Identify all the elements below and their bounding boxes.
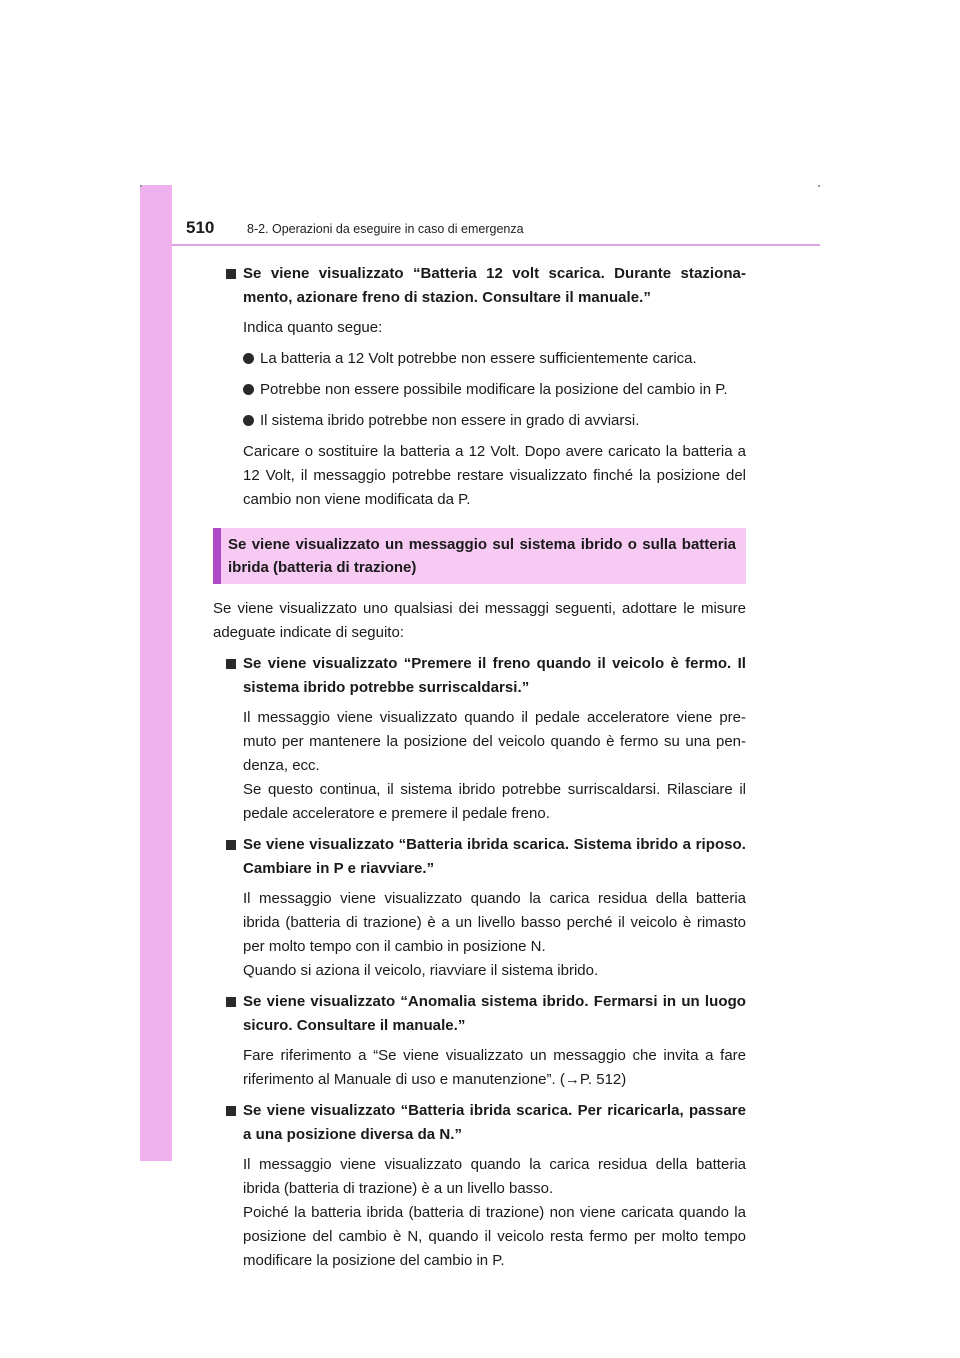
crop-mark: [818, 185, 820, 187]
paragraph: Il messaggio viene visualizzato quando la carica residua della batteria ibrida (batteria di trazione) è a un livello basso perché il veicolo è rimasto per molto tempo con il cambio in posizione N.: [243, 890, 746, 955]
subheading: Se viene visualizzato “Anomalia sistema ibrido. Fermarsi in un luogo sicuro. Consultare il manuale.”: [213, 990, 746, 1038]
paragraph: Se viene visualizzato uno qualsiasi dei messaggi seguenti, adottare le misure adeguate indicate di seguito:: [213, 600, 746, 641]
list-item: La batteria a 12 Volt potrebbe non essere sufficientemente carica.: [213, 347, 746, 371]
section-title: 8-2. Operazioni da eseguire in caso di emergenza: [247, 222, 524, 236]
page-content: [213, 262, 746, 1280]
page-number: 510: [186, 218, 215, 237]
square-bullet-icon: [226, 1106, 236, 1116]
header-rule: [172, 244, 820, 246]
paragraph: Caricare o sostituire la batteria a 12 Volt. Dopo avere caricato la batteria a 12 Volt, il messaggio potrebbe restare visualizzato finché la posizione del cambio non viene modificata da P.: [243, 443, 746, 508]
square-bullet-icon: [226, 269, 236, 279]
paragraph: Se questo continua, il sistema ibrido potrebbe surriscaldarsi. Rilasciare il pedale acceleratore e premere il pedale freno.: [243, 781, 746, 822]
paragraph: Indica quanto segue:: [243, 319, 383, 336]
square-bullet-icon: [226, 840, 236, 850]
paragraph: Quando si aziona il veicolo, riavviare il sistema ibrido.: [243, 962, 599, 979]
list-item: Potrebbe non essere possibile modificare la posizione del cambio in P.: [213, 378, 746, 402]
subheading: Se viene visualizzato “Batteria ibrida scarica. Sistema ibrido a riposo. Cambiare in P e riavviare.”: [213, 833, 746, 881]
square-bullet-icon: [226, 997, 236, 1007]
list-item: Il sistema ibrido potrebbe non essere in grado di avviarsi.: [213, 409, 746, 433]
subheading: Se viene visualizzato “Premere il freno quando il veicolo è fermo. Il sistema ibrido potrebbe surriscaldarsi.”: [213, 652, 746, 700]
paragraph: Poiché la batteria ibrida (batteria di trazione) non viene caricata quando la posizione del cambio è N, quando il veicolo resta fermo per molto tempo modificare la posizione del cambio in P.: [243, 1204, 746, 1269]
paragraph: Il messaggio viene visualizzato quando la carica residua della batteria ibrida (batteria di trazione) è a un livello basso.: [243, 1156, 746, 1197]
circle-bullet-icon: [243, 384, 254, 395]
crop-mark: [140, 185, 142, 187]
circle-bullet-icon: [243, 353, 254, 364]
chapter-sidebar-tab: [140, 185, 172, 1161]
section-callout: Se viene visualizzato un messaggio sul sistema ibrido o sulla batteria ibrida (batteria di trazione): [213, 528, 746, 584]
paragraph: Fare riferimento a “Se viene visualizzato un messaggio che invita a fare riferimento al Manuale di uso e manutenzione”. (→P. 512): [243, 1047, 746, 1088]
subheading: Se viene visualizzato “Batteria ibrida scarica. Per ricaricarla, passare a una posizione diversa da N.”: [213, 1099, 746, 1147]
subheading: Se viene visualizzato “Batteria 12 volt scarica. Durante staziona-mento, azionare freno di stazion. Consultare il manuale.”: [213, 262, 746, 310]
square-bullet-icon: [226, 659, 236, 669]
circle-bullet-icon: [243, 415, 254, 426]
paragraph: Il messaggio viene visualizzato quando il pedale acceleratore viene pre-muto per mantenere la posizione del veicolo quando è fermo su una pen-denza, ecc.: [243, 709, 746, 774]
